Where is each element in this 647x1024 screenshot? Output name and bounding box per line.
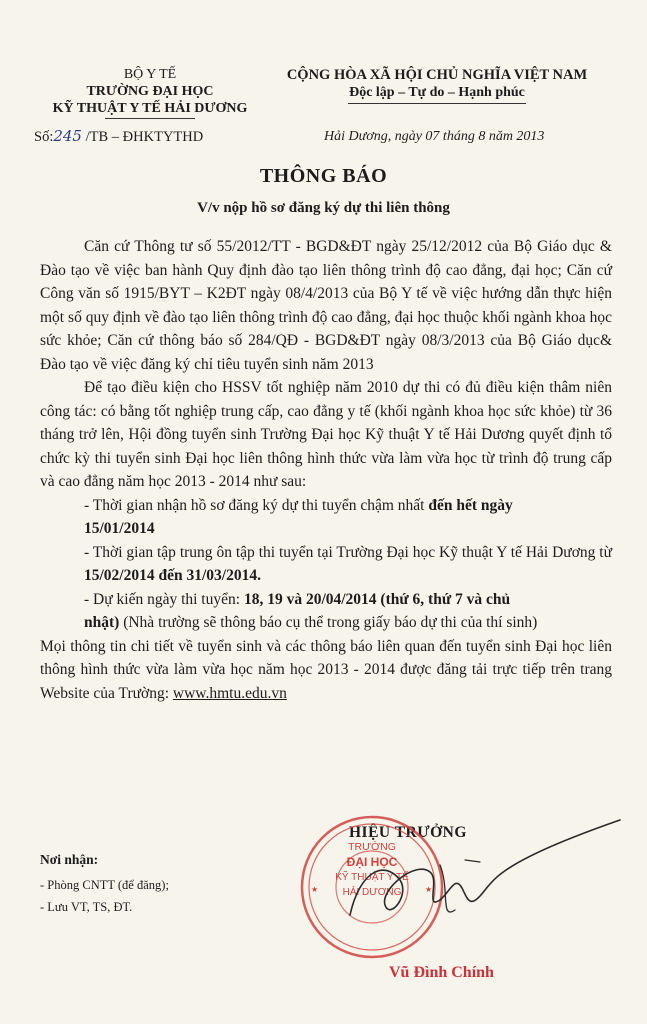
motto-underline xyxy=(348,103,526,104)
recipient-item: - Lưu VT, TS, ĐT. xyxy=(40,900,133,914)
document-number-label: Số: xyxy=(34,129,54,145)
national-header xyxy=(262,66,612,104)
bullet1-date: 15/01/2014 xyxy=(84,520,155,537)
bullet1-bold: đến hết ngày xyxy=(428,496,513,514)
recipient-item: - Phòng CNTT (để đăng); xyxy=(40,878,169,892)
paragraph-purpose: Để tạo điều kiện cho HSSV tốt nghiệp năm 2010 dự thi có đủ điều kiện thâm niên công tác: có bằng tốt nghiệp trung cấp, cao đẳng y tế (khối ngành khoa học sức khỏe) từ 36 tháng trở lên, Hội đồng tuyển sinh Trường Đại học Kỹ thuật Y tế Hải Dương quyết định tổ chức kỳ thi tuyển sinh Đại học liên thông hình thức vừa làm vừa học từ trình độ trung cấp và cao đẳng năm học 2013 - 2014 như sau: xyxy=(40,379,612,490)
place-date: Hải Dương, ngày 07 tháng 8 năm 2013 xyxy=(324,129,545,144)
document-subtitle: V/v nộp hồ sơ đăng ký dự thi liên thông xyxy=(197,200,450,216)
bullet1-text: - Thời gian nhận hồ sơ đăng ký dự thi tuyển chậm nhất xyxy=(84,496,429,514)
org-name-line2: KỸ THUẬT Y TẾ HẢI DƯƠNG xyxy=(52,101,248,116)
header-underline xyxy=(105,118,195,119)
country-name: CỘNG HÒA XÃ HỘI CHỦ NGHĨA VIỆT NAM xyxy=(286,67,588,83)
paragraph-website xyxy=(40,635,612,706)
stamp-line4: HẢI DƯƠNG xyxy=(342,887,402,898)
signer-name: Vũ Đình Chính xyxy=(389,964,494,981)
handwritten-signature-icon xyxy=(290,800,647,950)
document-number-suffix: /TB – ĐHKTYTHD xyxy=(81,129,204,145)
paragraph-website-text: Mọi thông tin chi tiết về tuyển sinh và các thông báo liên quan đến tuyển sinh Đại học liên thông hình thức vừa làm vừa học năm học 2013 - 2014 được đăng tải trực tiếp trên trang Website của Trường: xyxy=(40,637,612,702)
bullet-review-period xyxy=(40,541,612,588)
bullet3-bold2: nhật) xyxy=(84,614,120,631)
national-motto: Độc lập – Tự do – Hạnh phúc xyxy=(349,85,525,100)
bullet2-text: - Thời gian tập trung ôn tập thi tuyển tại Trường Đại học Kỹ thuật Y tế Hải Dương từ xyxy=(84,543,612,561)
org-name-line1: TRƯỜNG ĐẠI HỌC xyxy=(86,84,214,99)
stamp-line2: ĐẠI HỌC xyxy=(346,855,398,869)
document-title: THÔNG BÁO xyxy=(259,165,388,187)
recipients-title: Nơi nhận: xyxy=(40,852,99,867)
paragraph-legal-basis: Căn cứ Thông tư số 55/2012/TT - BGD&ĐT ngày 25/12/2012 của Bộ Giáo dục & Đào tạo về việc ban hành Quy định đào tạo liên thông trình độ cao đẳng, đại học; Căn cứ Công văn số 1915/BYT – K2ĐT ngày 08/4/2013 của Bộ Y tế về việc hướng dẫn thực hiện một số quy định về đào tạo liên thông trình độ cao đẳng, đại học thuộc khối ngành khoa học sức khỏe; Căn cứ thông báo số 284/QĐ - BGD&ĐT ngày 08/3/2013 của Bộ Giáo dục& Đào tạo về việc đăng ký chỉ tiêu tuyển sinh năm 2013 xyxy=(40,238,612,373)
svg-text:★: ★ xyxy=(425,885,433,894)
recipients-list xyxy=(40,874,169,918)
bullet-application-deadline xyxy=(40,494,612,541)
document-body xyxy=(40,235,612,705)
bullet3-bold: 18, 19 và 20/04/2014 (thứ 6, thứ 7 và chủ xyxy=(243,590,511,608)
document-number xyxy=(34,127,203,146)
bullet-exam-dates xyxy=(40,588,612,635)
stamp-line3: KỸ THUẬT Y TẾ xyxy=(335,872,409,883)
signer-title: HIỆU TRƯỞNG xyxy=(349,824,467,841)
svg-text:★: ★ xyxy=(311,885,319,894)
bullet3-rest: (Nhà trường sẽ thông báo cụ thể trong giấy báo dự thi của thí sinh) xyxy=(119,614,538,631)
document-number-handwritten: 245 xyxy=(53,127,82,145)
bullet3-text: - Dự kiến ngày thi tuyển: xyxy=(84,590,244,608)
ministry-name: BỘ Y TẾ xyxy=(123,67,177,82)
website-link[interactable]: www.hmtu.edu.vn xyxy=(172,684,287,702)
issuer-header xyxy=(30,66,270,119)
bullet2-bold: 15/02/2014 đến 31/03/2014. xyxy=(84,567,261,584)
stamp-line1: TRƯỜNG xyxy=(348,841,396,853)
